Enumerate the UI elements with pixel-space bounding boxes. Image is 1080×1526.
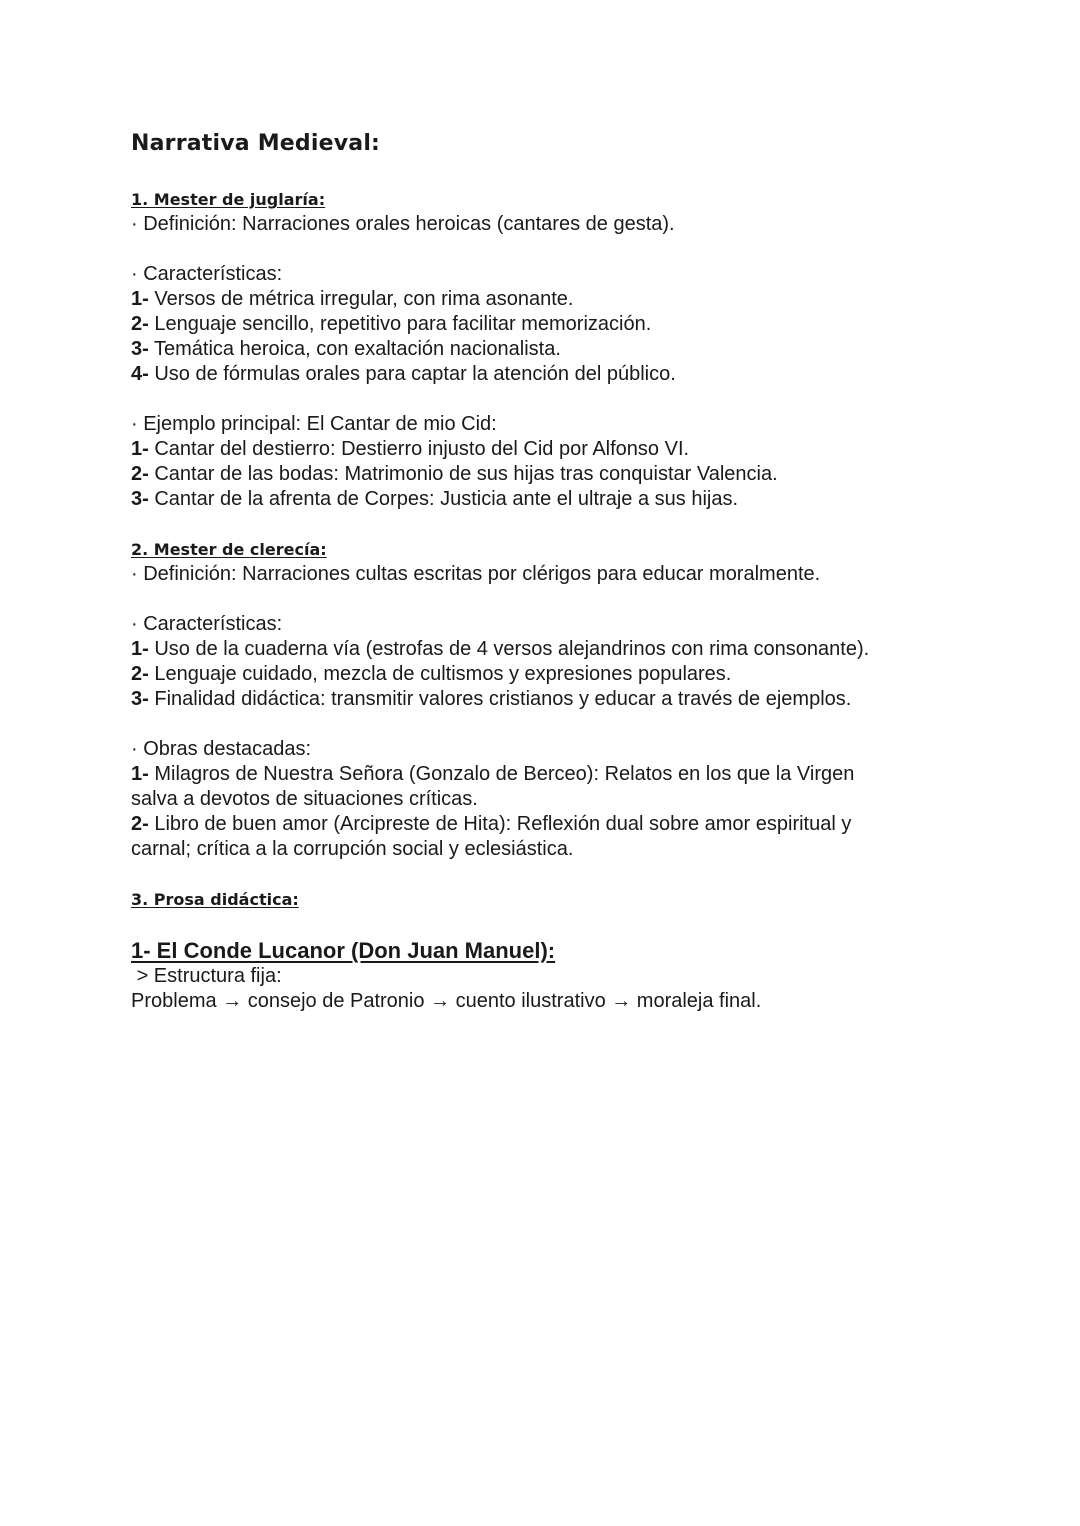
list-item: [131, 812, 1011, 837]
section-2-heading: 2. Mester de clerecía:: [131, 540, 327, 559]
section-2-definition: · Definición: Narraciones cultas escritas por clérigos para educar moralmente.: [131, 563, 821, 585]
section-3-structure-label: > Estructura fija:: [131, 965, 282, 987]
list-item: [131, 662, 1011, 687]
list-number: 3-: [131, 688, 149, 710]
list-number: 1-: [131, 763, 149, 785]
list-text: Cantar de las bodas: Matrimonio de sus hijas tras conquistar Valencia.: [148, 463, 778, 485]
list-text: Uso de la cuaderna vía (estrofas de 4 versos alejandrinos con rima consonante).: [148, 638, 870, 660]
list-text: Finalidad didáctica: transmitir valores cristianos y educar a través de ejemplos.: [148, 688, 852, 710]
list-text: Temática heroica, con exaltación nacionalista.: [148, 338, 561, 360]
list-item: [131, 362, 1011, 387]
list-number: 4-: [131, 363, 149, 385]
list-item-continuation: salva a devotos de situaciones críticas.: [131, 788, 478, 810]
list-text: Libro de buen amor (Arcipreste de Hita): Reflexión dual sobre amor espiritual y: [148, 813, 852, 835]
list-number: 1-: [131, 638, 149, 660]
list-text: Lenguaje sencillo, repetitivo para facilitar memorización.: [148, 313, 652, 335]
section-3-structure: Problema → consejo de Patronio → cuento ilustrativo → moraleja final.: [131, 990, 762, 1012]
list-item: [131, 637, 1011, 662]
section-1-characteristics-label: · Características:: [131, 263, 283, 285]
section-1-example-label: · Ejemplo principal: El Cantar de mio Cid:: [131, 413, 497, 435]
section-1-heading: 1. Mester de juglaría:: [131, 190, 326, 209]
list-number: 2-: [131, 663, 149, 685]
list-number: 1-: [131, 438, 149, 460]
section-3-subtitle: 1- El Conde Lucanor (Don Juan Manuel):: [131, 938, 556, 963]
section-1-definition: · Definición: Narraciones orales heroicas (cantares de gesta).: [131, 213, 675, 235]
list-number: 2-: [131, 463, 149, 485]
list-item: [131, 312, 1011, 337]
list-number: 3-: [131, 338, 149, 360]
list-text: Cantar del destierro: Destierro injusto del Cid por Alfonso VI.: [148, 438, 690, 460]
list-number: 2-: [131, 813, 149, 835]
document-page: [131, 128, 1011, 1014]
list-item: [131, 437, 1011, 462]
list-number: 3-: [131, 488, 149, 510]
list-item-continuation: carnal; crítica a la corrupción social y eclesiástica.: [131, 838, 574, 860]
list-item: [131, 287, 1011, 312]
list-number: 1-: [131, 288, 149, 310]
list-text: Milagros de Nuestra Señora (Gonzalo de Berceo): Relatos en los que la Virgen: [148, 763, 855, 785]
list-item: [131, 762, 1011, 787]
section-3-heading: 3. Prosa didáctica:: [131, 890, 299, 909]
list-text: Cantar de la afrenta de Corpes: Justicia ante el ultraje a sus hijas.: [148, 488, 739, 510]
list-item: [131, 687, 1011, 712]
page-title: Narrativa Medieval:: [131, 131, 381, 156]
section-2-characteristics-label: · Características:: [131, 613, 283, 635]
list-item: [131, 487, 1011, 512]
list-item: [131, 462, 1011, 487]
list-number: 2-: [131, 313, 149, 335]
list-text: Uso de fórmulas orales para captar la atención del público.: [148, 363, 676, 385]
list-text: Lenguaje cuidado, mezcla de cultismos y expresiones populares.: [148, 663, 732, 685]
list-text: Versos de métrica irregular, con rima asonante.: [148, 288, 574, 310]
section-2-works-label: · Obras destacadas:: [131, 738, 312, 760]
list-item: [131, 337, 1011, 362]
